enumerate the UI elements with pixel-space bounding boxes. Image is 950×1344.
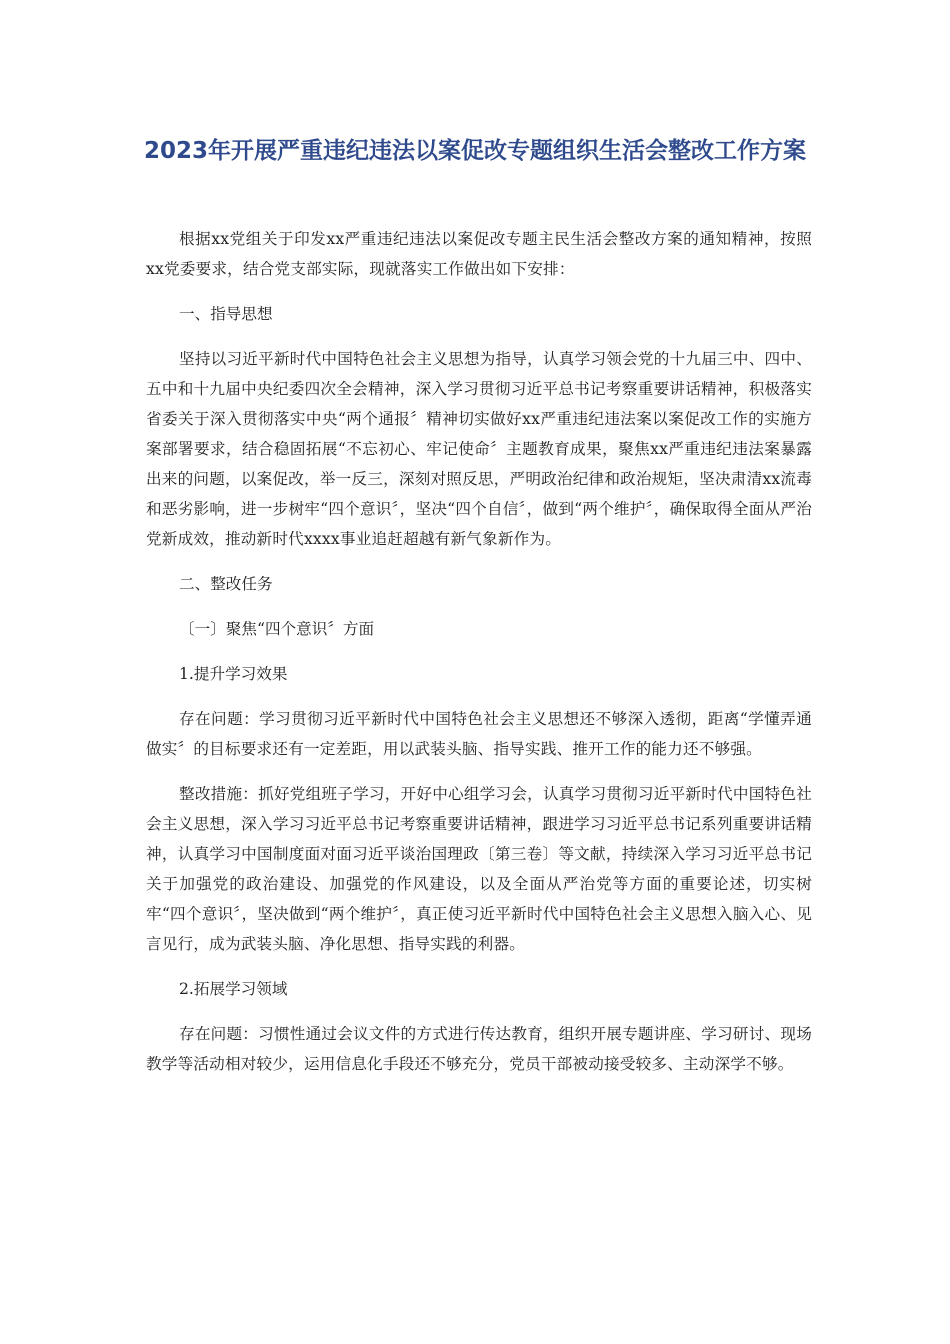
- problem-paragraph-2: 存在问题：习惯性通过会议文件的方式进行传达教育，组织开展专题讲座、学习研讨、现场教学等活动相对较少，运用信息化手段还不够充分，党员干部被动接受较多、主动深学不够。: [146, 1025, 812, 1073]
- document-title: 2023年开展严重违纪违法以案促改专题组织生活会整改工作方案: [143, 138, 806, 164]
- item-heading-learning-effect: 1.提升学习效果: [179, 665, 288, 683]
- problem-paragraph-1: 存在问题：学习贯彻习近平新时代中国特色社会主义思想还不够深入透彻，距离“学懂弄通做实〞的目标要求还有一定差距，用以武装头脑、指导实践、推开工作的能力还不够强。: [146, 710, 812, 758]
- guiding-ideology-paragraph: 坚持以习近平新时代中国特色社会主义思想为指导，认真学习领会党的十九届三中、四中、五中和十九届中央纪委四次全会精神，深入学习贯彻习近平总书记考察重要讲话精神，积极落实省委关于深入贯彻落实中央“两个通报〞精神切实做好xx严重违纪违法案以案促改工作的实施方案部署要求，结合稳固拓展“不忘初心、牢记使命〞主题教育成果，聚焦xx严重违纪违法案暴露出来的问题，以案促改，举一反三，深刻对照反思，严明政治纪律和政治规矩，坚决肃清xx流毒和恶劣影响，进一步树牢“四个意识〞，坚决“四个自信〞，做到“两个维护〞，确保取得全面从严治党新成效，推动新时代xxxx事业追赶超越有新气象新作为。: [146, 350, 812, 548]
- section-heading-guiding-ideology: 一、指导思想: [179, 305, 273, 323]
- item-heading-learning-field: 2.拓展学习领域: [179, 980, 288, 998]
- subsection-heading-four-consciousness: 〔一〕聚焦“四个意识〞方面: [179, 620, 375, 638]
- measures-paragraph-1: 整改措施：抓好党组班子学习，开好中心组学习会，认真学习贯彻习近平新时代中国特色社会主义思想，深入学习习近平总书记考察重要讲话精神，跟进学习习近平总书记系列重要讲话精神，认真学习中国制度面对面习近平谈治国理政〔第三卷〕等文献，持续深入学习习近平总书记关于加强党的政治建设、加强党的作风建设，以及全面从严治党等方面的重要论述，切实树牢“四个意识〞，坚决做到“两个维护〞，真正使习近平新时代中国特色社会主义思想入脑入心、见言见行，成为武装头脑、净化思想、指导实践的利器。: [146, 785, 812, 953]
- document-body: [146, 224, 812, 1094]
- intro-paragraph: 根据xx党组关于印发xx严重违纪违法以案促改专题主民生活会整改方案的通知精神，按照xx党委要求，结合党支部实际，现就落实工作做出如下安排：: [146, 230, 812, 278]
- section-heading-tasks: 二、整改任务: [179, 575, 273, 593]
